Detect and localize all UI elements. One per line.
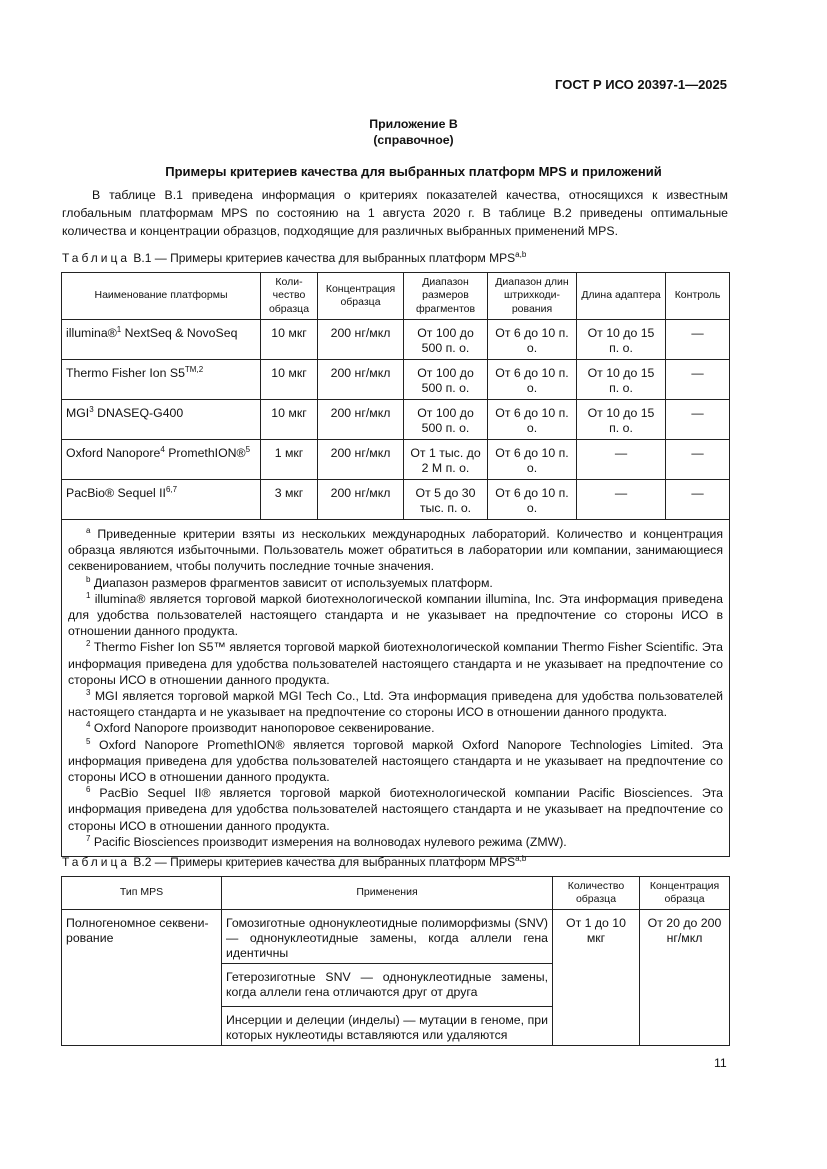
footnote: [68, 737, 723, 786]
table-cell: 200 нг/мкл: [318, 400, 404, 440]
table-cell: —: [577, 440, 666, 480]
application-cell: Гомозиготные однонуклеотидные полиморфизмы (SNV) — однонуклеотидные замены, когда аллели гена идентичны: [222, 910, 553, 964]
caption-text: В.2 — Примеры критериев качества для выбранных платформ MPS: [130, 855, 516, 869]
footnote: [68, 688, 723, 720]
appendix-title: Приложение В: [369, 117, 458, 131]
table-cell: От 10 до 15 п. о.: [577, 360, 666, 400]
footnote-mark: 5: [86, 736, 91, 746]
footnote-ref: 6,7: [165, 485, 178, 494]
application-cell: Гетерозиготные SNV — однонуклеотидные замены, когда аллели гена отличаются друг от друга: [222, 964, 553, 1007]
footnote-mark: 1: [86, 590, 91, 600]
footnote-mark: 2: [86, 639, 91, 649]
table-cell: От 10 до 15 п. о.: [577, 400, 666, 440]
footnote-text: Thermo Fisher Ion S5™ является торговой маркой биотехнологической компании Thermo Fisher Scientific. Эта информация приведена для удобства пользователей настоящего стандарта и не указывает на предпочтение со стороны ИСО в отношении данного продукта.: [68, 640, 723, 687]
footnote-text: MGI является торговой маркой MGI Tech Co., Ltd. Эта информация приведена для удобства пользователей настоящего стандарта и не указывает на предпочтение со стороны ИСО в отношении данного продукта.: [68, 689, 723, 720]
platform-name-cell: [62, 360, 261, 400]
footnote: [68, 834, 723, 850]
header-cell: Контроль: [666, 273, 730, 320]
footnote: [68, 639, 723, 688]
caption-sup: a,b: [515, 854, 527, 863]
footnote-mark: a: [86, 526, 91, 535]
platform-name-part: DNASEQ-G400: [93, 406, 184, 420]
page-number: 11: [714, 1056, 727, 1070]
header-cell: Концентрация образца: [640, 877, 730, 910]
footnote-text: PacBio Sequel II® является торговой маркой биотехнологической компании Pacific Biosciences. Эта информация приведена для удобства пользователей настоящего стандарта и не указывает на предпочтение со стороны ИСО в отношении данного продукта.: [68, 786, 723, 833]
platform-name-part: Oxford Nanopore: [66, 446, 161, 460]
footnote-text: Oxford Nanopore производит нанопоровое секвенирование.: [90, 721, 435, 736]
footnote-ref: 4: [160, 445, 165, 454]
footnote: [68, 575, 723, 591]
caption-word: Таблица: [62, 855, 131, 869]
standard-number: ГОСТ Р ИСО 20397-1—2025: [555, 77, 727, 92]
footnote-text: Приведенные критерии взяты из нескольких международных лабораторий. Количество и концентрация образца являются избыточными. Пользователь может обратиться в лаборатории или компании, занимающиеся секвенированием, чтобы получить последние точные значения.: [68, 527, 723, 574]
table-cell: —: [666, 400, 730, 440]
footnote: [68, 785, 723, 834]
section-title: Примеры критериев качества для выбранных платформ MPS и приложений: [165, 164, 662, 179]
table1-caption: [62, 251, 526, 266]
mps-type-cell: Полногеномное секвени-рование: [62, 910, 222, 1046]
footnote-ref: 3: [89, 405, 94, 414]
platform-name-cell: [62, 400, 261, 440]
table-cell: —: [577, 480, 666, 520]
caption-sup: a,b: [515, 250, 527, 259]
header-cell: Диапазон размеров фрагментов: [404, 273, 488, 320]
platform-name-cell: [62, 440, 261, 480]
platform-name-part: PromethION®: [164, 446, 246, 460]
table-cell: От 100 до 500 п. о.: [404, 400, 488, 440]
header-cell: Коли-чество образца: [261, 273, 318, 320]
footnote-text: Диапазон размеров фрагментов зависит от используемых платформ.: [90, 575, 493, 590]
platform-name-part: illumina®: [66, 326, 117, 340]
table-row: [62, 910, 730, 964]
table-row: [62, 400, 730, 440]
header-cell: Диапазон длин штрихкоди-рования: [488, 273, 577, 320]
table-row: [62, 320, 730, 360]
table-cell: 200 нг/мкл: [318, 320, 404, 360]
table-row: [62, 440, 730, 480]
footnote-mark: 7: [86, 833, 91, 843]
footnotes-cell: [62, 520, 730, 857]
table-cell: От 100 до 500 п. о.: [404, 360, 488, 400]
table-cell: 3 мкг: [261, 480, 318, 520]
amount-cell: От 1 до 10 мкг: [553, 910, 640, 1046]
caption-word: Таблица: [62, 251, 131, 265]
table-b2: [61, 876, 730, 1046]
table-b1: [61, 272, 730, 857]
footnote: [68, 720, 723, 736]
header-cell: Тип MPS: [62, 877, 222, 910]
table-cell: 10 мкг: [261, 360, 318, 400]
platform-name-part: MGI: [66, 406, 90, 420]
table-cell: 200 нг/мкл: [318, 440, 404, 480]
table-cell: —: [666, 360, 730, 400]
table-cell: 10 мкг: [261, 400, 318, 440]
table-cell: 200 нг/мкл: [318, 480, 404, 520]
table-cell: От 6 до 10 п. о.: [488, 320, 577, 360]
table-cell: 200 нг/мкл: [318, 360, 404, 400]
table2-caption: [62, 855, 526, 870]
footnote-ref: TM,2: [184, 365, 204, 374]
caption-text: В.1 — Примеры критериев качества для выбранных платформ MPS: [130, 251, 516, 265]
table-cell: От 6 до 10 п. о.: [488, 440, 577, 480]
appendix-type: (справочное): [373, 133, 454, 147]
table-cell: От 5 до 30 тыс. п. о.: [404, 480, 488, 520]
footnote-mark: 3: [86, 688, 91, 698]
platform-name-part: NextSeq & NovoSeq: [121, 326, 238, 340]
table-cell: —: [666, 440, 730, 480]
platform-name-cell: [62, 320, 261, 360]
footnote-mark: b: [86, 574, 91, 584]
table-cell: —: [666, 480, 730, 520]
platform-name-part: Thermo Fisher Ion S5: [66, 366, 185, 380]
footnote-ref: 5: [245, 445, 251, 454]
table-cell: От 10 до 15 п. о.: [577, 320, 666, 360]
footnote-text: illumina® является торговой маркой биотехнологической компании illumina, Inc. Эта информация приведена для удобства пользователей настоящего стандарта и не указывает на предпочтение со стороны ИСО в отношении данного продукта.: [68, 591, 723, 639]
table-cell: От 100 до 500 п. о.: [404, 320, 488, 360]
concentration-cell: От 20 до 200 нг/мкл: [640, 910, 730, 1046]
platform-name-cell: [62, 480, 261, 520]
header-cell: Длина адаптера: [577, 273, 666, 320]
footnotes-row: [62, 520, 730, 857]
header-cell: Применения: [222, 877, 553, 910]
footnote: [68, 526, 723, 575]
intro-paragraph: В таблице В.1 приведена информация о критериях показателей качества, относящихся к известным глобальным платформам MPS по состоянию на 1 августа 2020 г. В таблице В.2 приведены оптимальные количества и концентрации образцов, подходящие для различных выбранных применений MPS.: [62, 188, 728, 238]
footnote-mark: 6: [86, 785, 91, 795]
table-row: [62, 480, 730, 520]
header-cell: Количество образца: [553, 877, 640, 910]
table-cell: От 6 до 10 п. о.: [488, 480, 577, 520]
table-cell: От 1 тыс. до 2 М п. о.: [404, 440, 488, 480]
platform-name-part: PacBio® Sequel II: [66, 486, 166, 500]
header-cell: Наименование платформы: [62, 273, 261, 320]
table-cell: —: [666, 320, 730, 360]
table-cell: От 6 до 10 п. о.: [488, 360, 577, 400]
table-cell: От 6 до 10 п. о.: [488, 400, 577, 440]
table-row: [62, 360, 730, 400]
header-cell: Концентрация образца: [318, 273, 404, 320]
table-cell: 10 мкг: [261, 320, 318, 360]
application-cell: Инсерции и делеции (инделы) — мутации в геноме, при которых нуклеотиды вставляются или удаляются: [222, 1007, 553, 1046]
footnote-text: Pacific Biosciences производит измерения на волноводах нулевого режима (ZMW).: [90, 834, 567, 849]
footnote-ref: 1: [116, 325, 122, 334]
footnote-text: Oxford Nanopore PromethION® является торговой маркой Oxford Nanopore Technologies Limited. Эта информация приведена для удобства пользователей настоящего стандарта и не указывает на предпочтение со стороны ИСО в отношении данного продукта.: [68, 737, 723, 785]
footnote: [68, 591, 723, 640]
footnote-mark: 4: [86, 720, 91, 730]
table-cell: 1 мкг: [261, 440, 318, 480]
